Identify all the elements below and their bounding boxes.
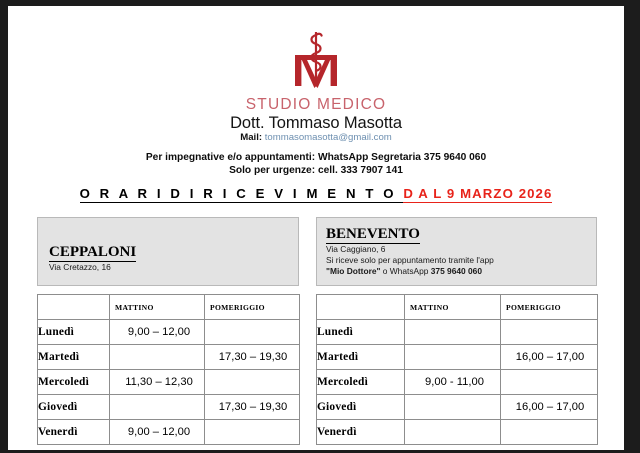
mail-address-link[interactable]: tommasomasotta@gmail.com bbox=[264, 132, 392, 143]
time-mattino bbox=[405, 395, 501, 420]
schedule-table-ceppaloni bbox=[37, 294, 300, 445]
location-address-benevento: Via Caggiano, 6 bbox=[326, 243, 386, 254]
time-pomeriggio: 17,30 – 19,30 bbox=[205, 345, 300, 370]
time-pomeriggio bbox=[205, 420, 300, 445]
time-pomeriggio: 16,00 – 17,00 bbox=[501, 395, 598, 420]
table-row bbox=[317, 345, 598, 370]
table-header-row bbox=[317, 295, 598, 320]
column-header-pomeriggio: POMERIGGIO bbox=[205, 295, 300, 320]
column-header-day bbox=[38, 295, 110, 320]
time-pomeriggio bbox=[205, 320, 300, 345]
clinic-logo bbox=[8, 28, 624, 94]
time-pomeriggio bbox=[501, 370, 598, 395]
table-row bbox=[38, 420, 300, 445]
document-page bbox=[8, 6, 624, 450]
table-row bbox=[38, 320, 300, 345]
table-row bbox=[317, 420, 598, 445]
location-name-benevento: BENEVENTO bbox=[326, 226, 420, 242]
time-mattino: 11,30 – 12,30 bbox=[110, 370, 205, 395]
day-label: Mercoledì bbox=[317, 370, 405, 395]
time-mattino bbox=[110, 395, 205, 420]
day-label: Martedì bbox=[38, 345, 110, 370]
time-pomeriggio: 17,30 – 19,30 bbox=[205, 395, 300, 420]
location-address-ceppaloni: Via Cretazzo, 16 bbox=[49, 261, 111, 272]
day-label: Venerdì bbox=[317, 420, 405, 445]
day-label: Lunedì bbox=[38, 320, 110, 345]
column-header-mattino: MATTINO bbox=[110, 295, 205, 320]
page-title-date: D A L 9 MARZO 2026 bbox=[403, 186, 553, 201]
location-app-benevento: "Mio Dottore" o WhatsApp 375 9640 060 bbox=[326, 265, 482, 276]
urgent-contact-line: Solo per urgenze: cell. 333 7907 141 bbox=[229, 165, 403, 176]
appointments-contact-line: Per impegnative e/o appuntamenti: WhatsApp Segretaria 375 9640 060 bbox=[145, 152, 487, 163]
caduceus-icon bbox=[285, 28, 347, 94]
app-phone-benevento: 375 9640 060 bbox=[430, 265, 482, 276]
time-mattino bbox=[405, 420, 501, 445]
time-mattino bbox=[405, 345, 501, 370]
day-label: Mercoledì bbox=[38, 370, 110, 395]
day-label: Venerdì bbox=[38, 420, 110, 445]
studio-name: STUDIO MEDICO bbox=[245, 96, 387, 113]
location-note-benevento: Si riceve solo per appuntamento tramite l'app bbox=[326, 254, 494, 265]
time-pomeriggio bbox=[205, 370, 300, 395]
column-header-pomeriggio: POMERIGGIO bbox=[501, 295, 598, 320]
column-header-day bbox=[317, 295, 405, 320]
time-mattino: 9,00 - 11,00 bbox=[405, 370, 501, 395]
time-mattino bbox=[405, 320, 501, 345]
time-mattino: 9,00 – 12,00 bbox=[110, 420, 205, 445]
table-row bbox=[317, 320, 598, 345]
table-row bbox=[317, 370, 598, 395]
page-title bbox=[8, 186, 624, 201]
location-header-benevento bbox=[316, 217, 597, 286]
column-header-mattino: MATTINO bbox=[405, 295, 501, 320]
day-label: Giovedì bbox=[38, 395, 110, 420]
table-row bbox=[38, 370, 300, 395]
page-title-main: O R A R I D I R I C E V I M E N T O bbox=[79, 186, 397, 201]
location-name-ceppaloni: CEPPALONI bbox=[49, 244, 137, 260]
time-pomeriggio bbox=[501, 420, 598, 445]
table-header-row bbox=[38, 295, 300, 320]
time-mattino: 9,00 – 12,00 bbox=[110, 320, 205, 345]
day-label: Martedì bbox=[317, 345, 405, 370]
day-label: Giovedì bbox=[317, 395, 405, 420]
app-name-benevento: "Mio Dottore" bbox=[326, 265, 381, 276]
time-pomeriggio: 16,00 – 17,00 bbox=[501, 345, 598, 370]
schedule-table-benevento bbox=[316, 294, 598, 445]
mail-line bbox=[8, 132, 624, 143]
time-mattino bbox=[110, 345, 205, 370]
location-header-ceppaloni bbox=[37, 217, 299, 286]
time-pomeriggio bbox=[501, 320, 598, 345]
doctor-name: Dott. Tommaso Masotta bbox=[230, 114, 402, 132]
table-row bbox=[317, 395, 598, 420]
table-row bbox=[38, 345, 300, 370]
day-label: Lunedì bbox=[317, 320, 405, 345]
mail-label: Mail: bbox=[240, 132, 263, 143]
table-row bbox=[38, 395, 300, 420]
